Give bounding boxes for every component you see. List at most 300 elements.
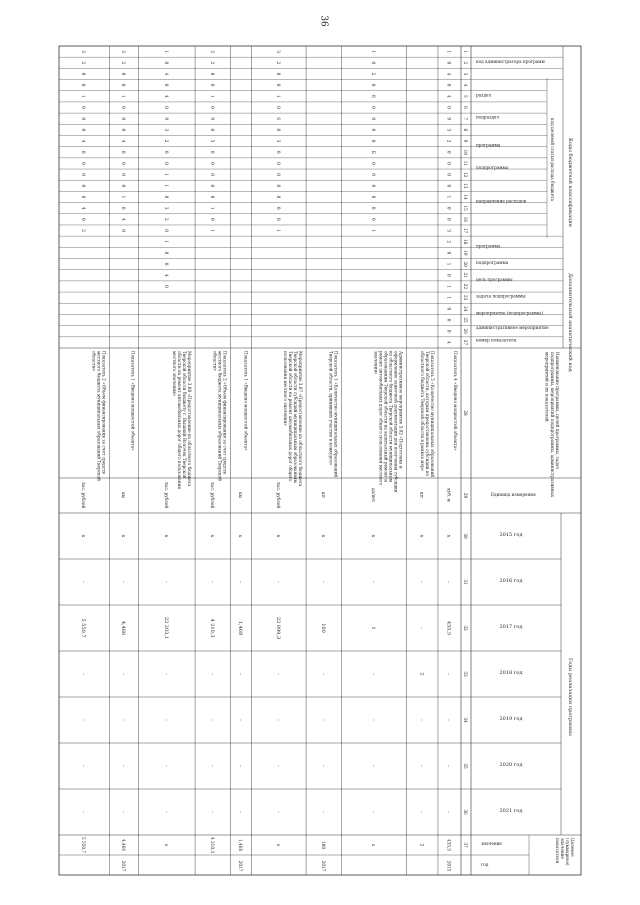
- row-year-value: х: [370, 534, 377, 538]
- code-digit: 3: [209, 50, 215, 53]
- row-name: пользования местного значения»: [283, 351, 289, 426]
- code-digit: 0: [209, 195, 215, 199]
- row-unit: да/нет: [371, 487, 377, 503]
- row-year-value: -: [80, 719, 87, 721]
- code-digit: 0: [275, 106, 281, 109]
- header-target-year: год: [481, 862, 489, 867]
- code-digit: 0: [209, 83, 215, 87]
- column-number: 4: [463, 83, 468, 87]
- row-year-value: -: [162, 673, 169, 675]
- rotated-table-sheet: [51, 38, 591, 883]
- header-budget-class: Коды бюджетной классификации: [567, 138, 573, 228]
- code-digit: 0: [120, 184, 126, 188]
- code-digit: 0: [81, 128, 87, 132]
- code-digit: 4: [163, 72, 169, 76]
- column-number: 35: [463, 763, 468, 769]
- column-number: 10: [463, 149, 468, 155]
- code-digit: 0: [120, 106, 126, 109]
- code-digit: Б: [371, 150, 377, 154]
- row-name: Тверской области, которым предоставлены субсидии из: [424, 351, 430, 476]
- code-digit: 0: [163, 251, 169, 255]
- code-digit: 0: [120, 229, 126, 232]
- code-digit: 4: [81, 206, 87, 210]
- row-unit: шт: [419, 491, 425, 499]
- code-digit: 0: [446, 251, 452, 255]
- code-digit: 1: [446, 195, 452, 199]
- column-number: 14: [463, 194, 468, 200]
- code-digit: 0: [371, 218, 377, 221]
- column-number: 34: [463, 717, 468, 723]
- code-digit: 1: [371, 50, 377, 53]
- code-digit: 0: [209, 106, 215, 109]
- column-number: 3: [463, 72, 468, 76]
- row-name: Мероприятие 3.07 «Предоставление из областного бюджета: [298, 351, 304, 487]
- row-year-value: х: [237, 534, 244, 538]
- row-year-value: -: [162, 719, 169, 721]
- column-number: 24: [463, 306, 468, 312]
- code-digit: 0: [209, 162, 215, 165]
- row-year-value: -: [319, 673, 326, 675]
- row-year-value: -: [162, 811, 169, 813]
- code-digit: 0: [275, 128, 281, 132]
- column-number: 8: [463, 128, 468, 132]
- code-digit: 0: [371, 162, 377, 165]
- code-digit: 1: [446, 50, 452, 53]
- header-years-group: Годы реализации программы: [567, 658, 573, 736]
- row-year-value: х: [162, 534, 169, 538]
- code-digit: 2: [275, 61, 281, 65]
- row-year-value: х: [119, 534, 126, 538]
- header-unit: Единица измерения: [491, 492, 536, 497]
- header-extra-class: Дополнительный аналитический код: [567, 273, 573, 372]
- column-number: 36: [463, 809, 468, 815]
- code-column-header: подраздел: [476, 114, 500, 120]
- column-number: 16: [463, 216, 468, 223]
- code-digit: 0: [446, 318, 452, 322]
- row-year-value: -: [370, 765, 377, 767]
- code-digit: 0: [81, 83, 87, 87]
- column-number: 21: [463, 272, 468, 278]
- row-year-value: -: [237, 811, 244, 813]
- code-digit: 4: [120, 139, 126, 143]
- row-year-value: -: [119, 581, 126, 583]
- row-year-value: 4 210,3: [208, 618, 215, 638]
- code-digit: 4: [446, 72, 452, 76]
- row-name: Показатель 5 «Количество муниципальных образований: [429, 351, 435, 478]
- code-digit: 3: [446, 128, 452, 132]
- code-digit: 2: [163, 139, 169, 143]
- code-digit: 0: [275, 206, 281, 210]
- row-name: Тверской области, принявших участие в конкурсе»: [328, 351, 334, 466]
- row-year-value: 22 203,1: [162, 616, 169, 640]
- row-year-value: -: [274, 719, 281, 721]
- code-digit: 0: [446, 162, 452, 165]
- code-digit: 0: [209, 184, 215, 188]
- code-column-header: программа: [476, 142, 501, 148]
- code-digit: 0: [163, 106, 169, 109]
- row-year-value: -: [208, 673, 215, 675]
- header-year: 2017 год: [499, 624, 523, 630]
- code-digit: 4: [446, 341, 452, 344]
- row-year-value: х: [445, 534, 452, 538]
- row-year-value: -: [445, 811, 452, 813]
- code-digit: 2: [446, 139, 452, 143]
- row-year-value: -: [445, 581, 452, 583]
- header-year: 2019 год: [499, 716, 523, 722]
- code-digit: 2: [163, 218, 169, 221]
- code-digit: 0: [120, 83, 126, 87]
- code-digit: 0: [275, 162, 281, 165]
- row-name: Показатель 1 «Количество муниципальных образований: [333, 351, 339, 478]
- code-digit: 0: [275, 150, 281, 154]
- header-year: 2018 год: [499, 670, 523, 676]
- row-year-value: -: [237, 719, 244, 721]
- column-number: 13: [463, 183, 468, 189]
- row-year-value: -: [208, 811, 215, 813]
- code-column-header: задача подпрограммы: [476, 293, 526, 299]
- row-year-value: -: [237, 673, 244, 675]
- column-number: 19: [463, 250, 468, 256]
- column-number: 30: [463, 533, 468, 539]
- code-digit: 0: [163, 162, 169, 165]
- code-digit: 1: [120, 195, 126, 199]
- code-digit: 0: [371, 206, 377, 210]
- column-number: 15: [463, 205, 468, 211]
- code-digit: 0: [81, 117, 87, 121]
- header-name-column: Наименование программы, целей программы, задач: [555, 352, 560, 470]
- row-name: из областного бюджета Тверской области муниципальным: [388, 351, 394, 483]
- code-digit: 0: [371, 173, 377, 176]
- row-name: областного бюджета Тверской области в рамках мер»: [419, 351, 425, 472]
- code-digit: 0: [81, 150, 87, 154]
- row-year-value: х: [418, 534, 425, 538]
- code-digit: 0: [446, 329, 452, 333]
- row-unit: тыс. рублей: [163, 481, 169, 509]
- code-column-header: раздел: [476, 92, 492, 98]
- code-digit: 0: [446, 61, 452, 65]
- code-digit: 1: [446, 262, 452, 266]
- column-number: 12: [463, 171, 468, 178]
- code-digit: 0: [81, 195, 87, 199]
- header-target: значение: [560, 838, 565, 859]
- column-number: 23: [463, 294, 468, 301]
- code-column-header: административное мероприятие: [476, 324, 549, 330]
- header-year: 2020 год: [499, 762, 523, 768]
- code-digit: 0: [275, 83, 281, 87]
- code-digit: 0: [446, 184, 452, 188]
- code-digit: 9: [163, 117, 169, 121]
- row-name: Показатель 2 «Объем финансирования за счет средств: [101, 351, 107, 474]
- code-digit: 0: [275, 173, 281, 176]
- row-name: Тверской области бюджету г. Вышний Волочек Тверской: [182, 351, 188, 479]
- row-year-value: -: [274, 765, 281, 767]
- code-column-header: направление расходов: [476, 198, 527, 204]
- code-digit: 0: [275, 195, 281, 199]
- column-number: 28: [463, 410, 468, 416]
- row-target-value: 4 210,3: [209, 837, 215, 853]
- code-digit: 4: [81, 139, 87, 143]
- row-year-value: 1: [370, 626, 377, 630]
- program-table: [51, 38, 591, 883]
- column-number: 20: [463, 261, 468, 267]
- header-target: показателя: [555, 838, 560, 864]
- code-digit: 0: [209, 150, 215, 154]
- row-year-value: -: [119, 673, 126, 675]
- row-target-value: х: [275, 843, 281, 847]
- row-target-value: х: [163, 843, 169, 847]
- code-digit: 3: [163, 128, 169, 132]
- column-number: 17: [463, 227, 468, 234]
- row-year-value: -: [319, 719, 326, 721]
- code-column-header: программа: [476, 243, 501, 249]
- row-unit: км: [120, 492, 126, 498]
- row-year-value: -: [370, 673, 377, 675]
- row-year-value: -: [274, 581, 281, 583]
- header-target-value: значение: [481, 841, 502, 846]
- row-year-value: -: [237, 765, 244, 767]
- row-year-value: 4,466: [119, 620, 126, 636]
- code-digit: 0: [209, 173, 215, 176]
- code-digit: 0: [120, 162, 126, 165]
- code-digit: 3: [120, 50, 126, 53]
- row-year-value: -: [208, 719, 215, 721]
- code-digit: 6: [275, 117, 281, 121]
- row-target-year: 2017: [120, 860, 126, 872]
- row-year-value: х: [274, 534, 281, 538]
- row-year-value: -: [80, 765, 87, 767]
- code-digit: 1: [275, 94, 281, 98]
- row-year-value: -: [162, 581, 169, 583]
- code-digit: 3: [81, 50, 87, 53]
- row-year-value: -: [274, 673, 281, 675]
- row-year-value: -: [418, 765, 425, 767]
- code-digit: 0: [371, 117, 377, 121]
- code-digit: 1: [275, 229, 281, 232]
- code-digit: 0: [81, 184, 87, 188]
- row-year-value: -: [418, 719, 425, 721]
- row-target-year: 2017: [238, 860, 244, 872]
- row-name: местного значения»: [172, 351, 178, 397]
- code-digit: 0: [371, 106, 377, 109]
- code-digit: 1: [209, 94, 215, 98]
- code-digit: 0: [446, 307, 452, 311]
- code-digit: 2: [81, 229, 87, 232]
- code-digit: 2: [446, 240, 452, 244]
- code-digit: 0: [446, 218, 452, 221]
- row-name: местного бюджета муниципальных образований Тверской: [96, 351, 102, 481]
- row-year-value: -: [208, 765, 215, 767]
- code-digit: 0: [163, 195, 169, 199]
- row-name: ремонт автомобильных дорог общего пользования местного: [378, 351, 384, 486]
- row-name: Тверской области субсидий муниципальным образованиям: [293, 351, 299, 483]
- header-year: 2016 год: [499, 578, 523, 584]
- code-digit: 0: [446, 206, 452, 210]
- row-year-value: -: [370, 811, 377, 813]
- row-year-value: -: [418, 581, 425, 583]
- row-unit: км: [238, 492, 244, 498]
- header-target: Целевое: [570, 838, 575, 857]
- column-number: 22: [463, 283, 468, 290]
- code-column-header: номер показателя: [476, 337, 517, 343]
- code-digit: 0: [120, 72, 126, 76]
- row-unit: шт: [320, 491, 326, 499]
- column-number: 11: [463, 160, 468, 167]
- code-digit: 1: [120, 94, 126, 98]
- column-number: 31: [463, 579, 468, 585]
- code-digit: 1: [163, 184, 169, 188]
- code-column-header: мероприятие (подпрограммы): [476, 310, 544, 316]
- row-year-value: 5 550,7: [80, 618, 87, 638]
- code-digit: 0: [275, 72, 281, 76]
- code-digit: 0: [81, 173, 87, 176]
- row-year-value: -: [319, 811, 326, 813]
- code-digit: 0: [163, 262, 169, 266]
- code-digit: 0: [120, 128, 126, 132]
- row-target-year: 2017: [320, 860, 326, 872]
- row-year-value: -: [445, 673, 452, 675]
- code-digit: 9: [446, 117, 452, 121]
- row-name: местного бюджета муниципальных образований Тверской: [217, 351, 223, 481]
- header-target-group: код целевой статьи расхода бюджета: [550, 118, 555, 201]
- column-number: 2: [463, 61, 468, 65]
- row-name: Показатель 2 «Объем финансирования за счет средств: [222, 351, 228, 474]
- code-digit: 0: [446, 83, 452, 87]
- header-year: 2015 год: [499, 532, 523, 538]
- column-number: 5: [463, 94, 468, 98]
- code-digit: 0: [209, 72, 215, 76]
- column-number: 37: [463, 842, 468, 848]
- row-year-value: -: [418, 811, 425, 813]
- row-year-value: -: [119, 765, 126, 767]
- row-year-value: -: [119, 811, 126, 813]
- row-year-value: -: [445, 719, 452, 721]
- code-digit: 1: [163, 173, 169, 176]
- code-digit: 2: [209, 61, 215, 65]
- row-year-value: -: [80, 581, 87, 583]
- code-digit: 0: [371, 184, 377, 188]
- row-year-value: -: [208, 581, 215, 583]
- code-digit: 0: [163, 150, 169, 154]
- row-name: Мероприятие 3.08 «Предоставление из областного бюджета: [187, 351, 193, 487]
- row-year-value: -: [370, 581, 377, 583]
- row-name: Показатель 1 «Введено мощностей объекта»: [243, 351, 249, 451]
- code-digit: 0: [81, 106, 87, 109]
- code-column-header: код администратора программ: [476, 58, 545, 64]
- row-unit: тыс. рублей: [209, 481, 215, 509]
- row-name: области на ремонт автомобильных дорог общего пользования: [177, 351, 183, 489]
- code-digit: 0: [371, 139, 377, 143]
- column-number: 29: [463, 492, 468, 499]
- row-target-value: 2: [419, 843, 425, 847]
- code-digit: 3: [446, 229, 452, 232]
- code-digit: 0: [275, 184, 281, 188]
- code-digit: 0: [446, 150, 452, 154]
- row-name: оформление заявочной документации для получения субсидии: [393, 351, 399, 493]
- row-target-value: 435,5: [446, 839, 452, 851]
- code-digit: 0: [120, 117, 126, 121]
- row-year-value: 1,468: [237, 620, 244, 636]
- row-year-value: -: [80, 673, 87, 675]
- row-year-value: х: [319, 534, 326, 538]
- row-target-value: 100: [320, 841, 326, 849]
- row-target-value: 1,468: [238, 839, 244, 851]
- row-target-value: 5 550,7: [81, 837, 87, 853]
- column-number: 26: [463, 328, 468, 334]
- code-column-header: подпрограмма: [476, 260, 509, 266]
- row-year-value: -: [274, 811, 281, 813]
- row-name: Показатель 4 «Введено мощностей объекта»: [453, 351, 458, 451]
- code-digit: 0: [446, 173, 452, 176]
- row-year-value: х: [208, 534, 215, 538]
- column-number: 33: [463, 671, 468, 677]
- code-digit: 1: [446, 296, 452, 300]
- code-digit: 0: [446, 273, 452, 277]
- code-digit: 3: [209, 139, 215, 143]
- row-year-value: х: [80, 534, 87, 538]
- code-digit: 0: [371, 94, 377, 98]
- code-digit: 0: [163, 83, 169, 87]
- column-number: 27: [463, 339, 468, 346]
- row-year-value: -: [237, 581, 244, 583]
- code-digit: 3: [275, 139, 281, 143]
- code-digit: 0: [209, 128, 215, 132]
- table-frame: [59, 46, 581, 875]
- code-digit: 1: [163, 240, 169, 244]
- row-target-value: х: [371, 843, 377, 847]
- code-digit: 0: [446, 106, 452, 109]
- row-year-value: 2: [418, 672, 425, 676]
- row-name: Показатель 1 «Введено мощностей объекта»: [130, 351, 136, 451]
- header-name-column: подпрограммы, мероприятий подпрограммы, административных: [549, 352, 555, 498]
- row-year-value: -: [80, 811, 87, 813]
- code-digit: 0: [371, 61, 377, 65]
- row-year-value: -: [162, 765, 169, 767]
- row-year-value: -: [370, 719, 377, 721]
- code-digit: 0: [371, 195, 377, 199]
- code-digit: 0: [275, 218, 281, 221]
- column-number: 25: [463, 317, 468, 323]
- code-digit: 0: [163, 61, 169, 65]
- code-digit: 4: [446, 94, 452, 98]
- row-name: образованиям Тверской области на капитальный ремонт и: [383, 351, 389, 483]
- code-digit: 2: [120, 61, 126, 65]
- code-column-header: цель программы: [476, 276, 513, 282]
- header-year: 2021 год: [499, 808, 523, 814]
- row-name: области»: [91, 351, 97, 372]
- row-year-value: -: [319, 765, 326, 767]
- code-digit: 1: [371, 229, 377, 232]
- code-digit: 0: [81, 162, 87, 165]
- column-number: 1: [463, 50, 468, 53]
- column-number: 6: [463, 106, 468, 109]
- code-digit: 2: [371, 72, 377, 76]
- code-digit: 4: [163, 94, 169, 98]
- row-name: области»: [212, 351, 218, 372]
- row-name: Тверской области на ремонт автомобильных дорог общего: [288, 351, 294, 482]
- code-digit: 3: [275, 50, 281, 53]
- code-digit: 3: [163, 206, 169, 210]
- code-digit: 1: [163, 50, 169, 53]
- code-digit: 1: [209, 206, 215, 210]
- row-unit: куб. м: [446, 488, 452, 502]
- column-number: 32: [463, 625, 468, 631]
- code-digit: 0: [120, 150, 126, 154]
- code-column-header: подпрограмма: [476, 165, 509, 171]
- code-digit: 0: [371, 128, 377, 132]
- row-name: Административное мероприятие 3.02 «Подготовка и: [398, 351, 404, 469]
- row-year-value: -: [445, 765, 452, 767]
- code-digit: 9: [209, 117, 215, 121]
